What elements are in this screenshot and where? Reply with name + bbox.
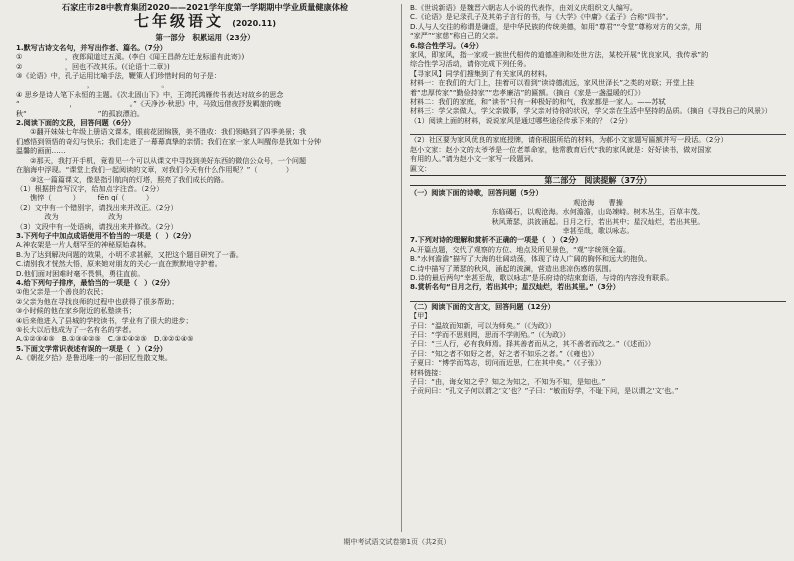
left-line: 秋“ ”的孤寂漂泊。: [16, 108, 144, 118]
left-line: ⑤长大以后他成为了一名有名的学者。: [16, 325, 136, 334]
left-line: ②父亲为他在寻找良师的过程中也获得了很多帮助；: [16, 296, 179, 306]
left-line: C.请别我才恍然大悟，原来她对朋友的关心一直在默默地守护着。: [16, 259, 222, 269]
right-line: A.开篇点题，交代了观察的方位、地点及所见景色，“观”字统领全篇。: [410, 244, 631, 254]
left-line: ， 。: [16, 80, 169, 90]
exam-title: [16, 12, 394, 33]
left-line: 3.下列句子中加点成语使用不恰当的一项是（ ）（2分）: [16, 230, 196, 240]
left-line: 们感悟到领悟的奇幻与快乐；我们走进了一幕幕真挚的亲情；我们在家一家人叫醒你是犹如十分钟: [16, 136, 322, 146]
title-date: (2020.11): [232, 19, 276, 29]
left-line: ④ 思乡是诗人笔下永恒的主题。《次北固山下》中，王湾托鸿雁传书表达对故乡的思念: [16, 89, 284, 99]
right-line: 有用的人。”请为赵小文一家写一段题词。: [410, 154, 538, 164]
left-column: [16, 0, 394, 363]
left-question-list: [16, 43, 394, 363]
left-line: （1）根据拼音写汉字，给加点字注音。（2分）: [16, 183, 164, 193]
right-line: C.诗中描写了萧瑟的秋风，涌起的波澜，营造出悲凉伤感的氛围。: [410, 263, 616, 273]
right-question-list: [410, 3, 786, 396]
left-line: 1.默写古诗文名句，并写出作者、篇名。（7分）: [16, 42, 167, 52]
left-line: （3）文段中有一处语病，请找出来并修改。（2分）: [16, 221, 178, 231]
right-line: 材料一：在我们的大门上，挂着可以看到“读诗德流远，家风世泽长”之类的对联；开堂上挂: [410, 78, 695, 88]
section-one-heading: 第一部分 积累运用（23分）: [155, 33, 255, 43]
answer-line: [410, 292, 786, 302]
right-line: 材料二：我们的家庭，和“读书”只有一种极好的和气，我家都是一家人。——苏轼: [410, 97, 666, 107]
answer-line: [410, 125, 786, 135]
right-line: 子贡问曰：“孔文子何以谓之‘文’也？”子曰：“敏而好学，不耻下问，是以谓之‘文’也。”: [410, 386, 679, 396]
right-line: 观沧海 曹操: [573, 197, 623, 207]
right-line: “家严”“家慈”称自己的父亲。: [410, 31, 503, 41]
right-line: 【甲】: [410, 311, 432, 321]
left-line: “ ， 。”《天净沙·秋思》中，马致远借夜抒发羁旅的晚: [16, 99, 281, 109]
right-line: 匾文：: [410, 163, 432, 173]
right-line: 6.综合性学习。（4分）: [410, 40, 483, 50]
right-line: 赵小文家：赵小文的太爷爷是一位老革命家，他常教育后代“我的家风就是：好好读书，做对国家: [410, 144, 712, 154]
page-divider: [401, 4, 402, 532]
right-line: （一）阅读下面的诗歌，回答问题（5分）: [410, 188, 543, 198]
left-line: ④后来他进入了县城的学校读书，学业有了很大的进步；: [16, 315, 193, 325]
left-line: ③小时候的他在家乡附近的私塾读书；: [16, 306, 136, 316]
left-line: （2）文中有一个错别字，请找出来并改正。（2分）: [16, 202, 178, 212]
right-line: 综合性学习活动，请你完成下列任务。: [410, 59, 531, 69]
right-line: 8.赏析名句“日月之行，若出其中；星汉灿烂，若出其里。”（3分）: [410, 282, 620, 292]
right-line: 幸甚至哉，歌以咏志。: [562, 225, 634, 235]
exam-header: 石家庄市28中教育集团2020——2021学年度第一学期期中学业质量健康体检: [61, 2, 349, 12]
left-line: 憔悴（ ） fēn qí（ ）: [16, 193, 154, 203]
right-line: （二）阅读下面的文言文，回答问题（12分）: [410, 301, 555, 311]
title-text: 七年级语文: [134, 12, 225, 31]
left-line: 在脑海中浮现。“课堂上我们一起阅读的文章，对我们今天有什么作用呢？”（ ）: [16, 165, 293, 175]
left-line: 5.下面文学常识表述有误的一项是（ ）（2分）: [16, 343, 167, 353]
left-line: A.神农架是一片人烟罕至的神秘原始森林。: [16, 240, 151, 250]
left-line: A.①②③④⑤ B.①③④②⑤ C.③①④②⑤ D.③②①④⑤: [16, 334, 194, 344]
left-line: 2.阅读下面的文段，回答问题（6分）: [16, 118, 135, 128]
right-line: （2）社区要为家风优良的家庭授牌，请你根据所给的材料，为郝小文家题写匾额并写一段话。（2分）: [410, 135, 728, 145]
right-line: D.人与人交往的称谓是谦虚，是中华民族的传统美德，如用“尊君”“令堂”尊称对方的父亲，用: [410, 21, 702, 31]
right-line: 材料链接：: [410, 367, 446, 377]
left-line: 改为 改为: [16, 212, 123, 222]
left-line: ③这一篇篇课文，像是指引航向的灯塔，照亮了我们成长的路。: [16, 174, 229, 184]
right-line: 子曰：“由，诲女知之乎？知之为知之，不知为不知，是知也。”: [410, 377, 606, 387]
right-line: 子曰：“知之者不如好之者，好之者不如乐之者。”（《雍也》）: [410, 348, 599, 358]
left-line: 4.给下列句子排序，最恰当的一项是（ ）（2分）: [16, 277, 174, 287]
right-line: 子夏曰：“博学而笃志，切问而近思，仁在其中矣。”（《子张》）: [410, 358, 606, 368]
left-line: ②那天，我打开手机，竟看见一个可以从课文中寻找到美好东西的微信公众号，一个问题: [16, 155, 307, 165]
left-line: 温馨的画面……: [16, 146, 66, 156]
right-line: 秋风萧瑟，洪波涌起。日月之行，若出其中；星汉灿烂，若出其里。: [491, 216, 705, 226]
right-line: 子曰：“三人行，必有我师焉。择其善者而从之，其不善者而改之。”（《述而》）: [410, 339, 655, 349]
left-line: B.为了达到解决问题的效果，小明不求甚解，又把这个题目研究了一番。: [16, 249, 244, 259]
left-line: D.他们面对困难时毫不畏惧，勇往直前。: [16, 268, 145, 278]
left-line: ② ，回也不改其乐。(《论语十二章》): [16, 61, 170, 71]
right-line: 7.下列对诗的理解和赏析不正确的一项是（ ）（2分）: [410, 235, 583, 245]
left-line: A.《朝花夕拾》是鲁迅唯一的一部回忆性散文集。: [16, 353, 172, 363]
page-footer: 期中考试语文试卷第1页（共2页）: [343, 538, 451, 546]
right-line: 【寻家风】同学们搜集到了有关家风的材料。: [410, 68, 552, 78]
right-line: 子曰：“温故而知新，可以为师矣。”（《为政》）: [410, 320, 556, 330]
right-line: 东临碣石，以观沧海。水何澹澹，山岛竦峙。树木丛生，百草丰茂。: [491, 207, 705, 217]
left-line: ①翻开妹妹七年级上册语文课本，眼前花团锦簇，美不胜收：我们领略到了四季美景；我: [16, 127, 307, 137]
right-line: B.《世说新语》是魏晋六朝志人小说的代表作，由刘义庆组织文人编写。: [410, 3, 638, 12]
right-line: B.“水何澹澹”描写了大海的壮阔动荡，体现了诗人广阔的胸怀和远大的抱负。: [410, 254, 652, 264]
left-line: ③《论语》中，孔子运用比喻手法，鞭策人们珍惜时间的句子是：: [16, 71, 221, 81]
right-column: [410, 3, 786, 396]
right-line: （1）阅读上面的材料，说说家风是通过哪些途径传承下来的？（2分）: [410, 115, 632, 125]
right-line: 子曰：“学而不思则罔，思而不学则殆。”（《为政》）: [410, 330, 570, 339]
right-line: 材料三：学父亲做人，学父亲做事，学父亲对待你的状况，学父亲在生活中坚持的品质。（摘自《寻找自己的风景》）: [410, 106, 772, 116]
right-line: 家风，即家风，指一家或一族世代相传的道德准则和处世方法，某校开展“优良家风，我传承”的: [410, 50, 709, 60]
right-line: 第二部分 阅读提解（37分）: [410, 175, 786, 186]
right-line: 着“忠厚传家”“勤俭持家”“忠孝廉洁”的匾额。（摘自《家是一盏温暖的灯》）: [410, 87, 645, 97]
left-line: ①他父亲是一个善良的农民；: [16, 287, 108, 297]
right-line: C.《论语》是记录孔子及其弟子言行的书，与《大学》《中庸》《孟子》合称“四书”。: [410, 12, 673, 22]
right-line: D.诗的最后两句“幸甚至哉，歌以咏志”是乐府诗的结束套语，与诗的内容没有联系。: [410, 272, 674, 282]
left-line: ① ，夜郎闻道过五溪。(李白《闻王昌龄左迁龙标遥有此寄》): [16, 52, 245, 62]
